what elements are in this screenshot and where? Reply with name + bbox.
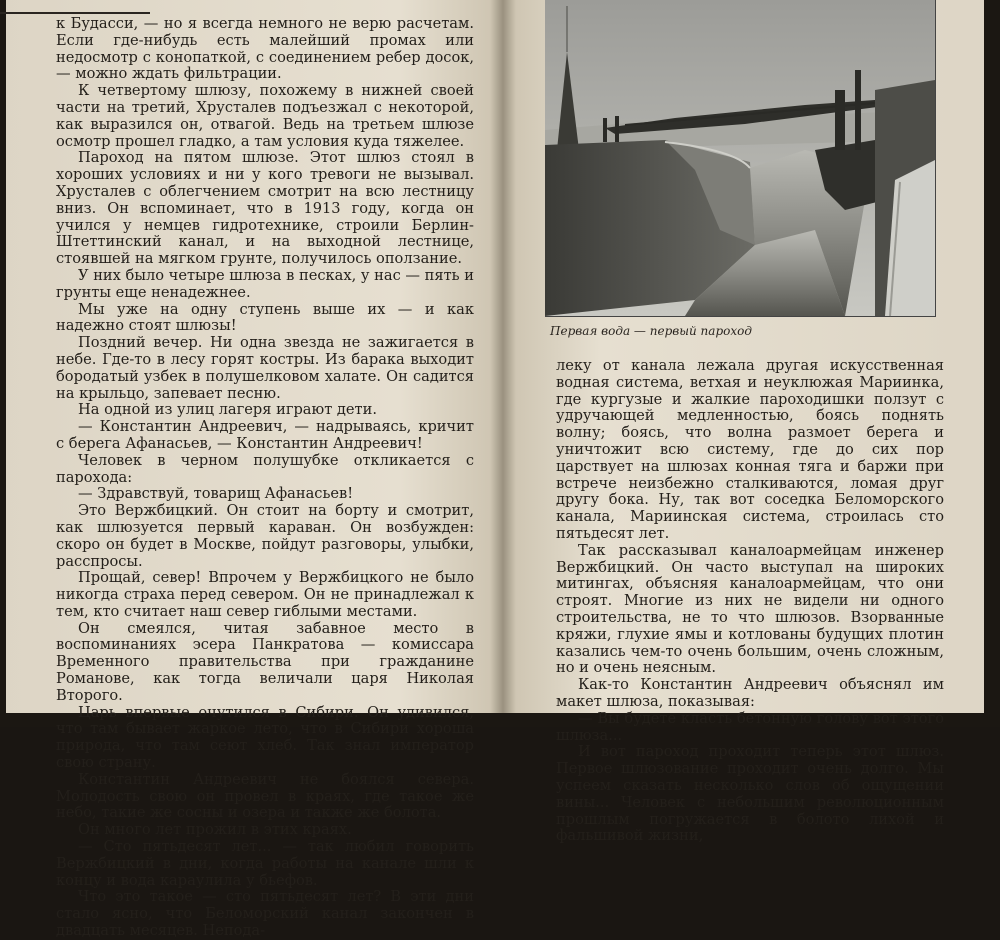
- photo-illustration: [545, 0, 935, 316]
- paragraph: Прощай, север! Впрочем у Вержбицкого не было никогда страха перед севером. Он не принадлежал к тем, кто считает наш север гиблыми местами.: [56, 569, 474, 620]
- paragraph: И вот пароход проходит теперь этот шлюз. Первое шлюзование проходит очень долго. Мы успеем сказать несколько слов об ощущении вины... Человек с небольшим революционным прошлым погружается в болото лихой и фальшивой жизни,: [556, 743, 944, 845]
- paragraph: Так рассказывал каналоармейцам инженер Вержбицкий. Он часто выступал на широких митингах, объясняя каналоармейцам, что они строят. Многие из них не видели ни одного строительства, не то что шлюзов. Взорванные кряжи, глухие ямы и котлованы будущих плотин казались чем-то очень большим, очень сложным, но и очень неясным.: [556, 541, 944, 677]
- left-page-text: [56, 16, 474, 940]
- paragraph: Это Вержбицкий. Он стоит на борту и смотрит, как шлюзуется первый караван. Он возбужден: скоро он будет в Москве, пойдут разговоры, улыбки, расспросы.: [56, 502, 474, 570]
- canal-lock-photo: [545, 0, 936, 317]
- right-page-text: [556, 358, 944, 845]
- paragraph: — Вы будете класть бетонную голову вот этого шлюза...: [556, 709, 944, 744]
- paragraph: К четвертому шлюзу, похожему в нижней своей части на третий, Хрусталев подъезжал с некоторой, как выразился он, отвагой. Ведь на третьем шлюзе осмотр прошел гладко, а там условия куда тяжелее.: [56, 82, 474, 150]
- paragraph: Что это такое — сто пятьдесят лет? В эти дни стало ясно, что Беломорский канал закончен в двадцать месяцев. Непода-: [56, 888, 474, 940]
- paragraph: Он смеялся, читая забавное место в воспоминаниях эсера Панкратова — комиссара Временного правительства при гражданине Романове, как тогда величали царя Николая Второго.: [56, 619, 474, 704]
- paragraph: — Константин Андреевич, — надрываясь, кричит с берега Афанасьев, — Константин Андреевич!: [56, 418, 474, 452]
- paragraph: — Сто пятьдесят лет... — так любил говорить Вержбицкий в дни, когда работы на канале шли к концу и вода караулила у бьефов.: [56, 838, 474, 889]
- photo-caption: Первая вода — первый пароход: [550, 324, 752, 338]
- paragraph: На одной из улиц лагеря играют дети.: [78, 401, 377, 419]
- paragraph: Человек в черном полушубке откликается с парохода:: [56, 451, 474, 486]
- paragraph: Мы уже на одну ступень выше их — и как надежно стоят шлюзы!: [56, 300, 474, 335]
- paragraph: Он много лет прожил в этих краях.: [78, 821, 352, 839]
- running-header-rule: [0, 0, 150, 14]
- paragraph: — Здравствуй, товарищ Афанасьев!: [78, 485, 354, 503]
- paragraph: Константин Андреевич не боялся севера. Молодость свою он провел в краях, где такое же небо, такие же сосны и озера и также же болота.: [56, 770, 474, 822]
- paragraph: У них было четыре шлюза в песках, у нас — пять и грунты еще ненадежнее.: [56, 266, 474, 301]
- paragraph: Пароход на пятом шлюзе. Этот шлюз стоял в хороших условиях и ни у кого тревоги не вызывал. Хрусталев с облегчением смотрит на всю лестницу вниз. Он вспоминает, что в 1913 году, когда он учился у немцев гидротехнике, строили Берлин-Штеттинский канал, и на выходной лестнице, стоявшей на мягком грунте, получилось оползание.: [56, 149, 474, 268]
- paragraph: к Будасси, — но я всегда немного не верю расчетам. Если где-нибудь есть малейший промах или недосмотр с конопаткой, с соединением ребер досок, — можно ждать фильтрации.: [56, 15, 474, 83]
- paragraph: леку от канала лежала другая искусственная водная система, ветхая и неуклюжая Мариинка, где кургузые и жалкие пароходишки ползут с удручающей медленностью, боясь поднять волну; боясь, что волна размоет берега и уничтожит всю систему, где до сих пор царствует на шлюзах конная тяга и баржи при встрече неизбежно сталкиваются, ломая друг другу бока. Ну, так вот соседка Беломорского канала, Мариинская система, строилась сто пятьдесят лет.: [556, 357, 944, 542]
- paragraph: Как-то Константин Андреевич объяснял им макет шлюза, показывая:: [556, 676, 944, 710]
- paragraph: Поздний вечер. Ни одна звезда не зажигается в небе. Где-то в лесу горят костры. Из барака выходит бородатый узбек в полушелковом халате. Он садится на крыльцо, запевает песню.: [56, 334, 474, 402]
- paragraph: Царь впервые очутился в Сибири. Он удивился, что там бывает жаркое лето, что в Сибири хороша природа, что там сеют хлеб. Так знал император свою страну.: [56, 703, 474, 772]
